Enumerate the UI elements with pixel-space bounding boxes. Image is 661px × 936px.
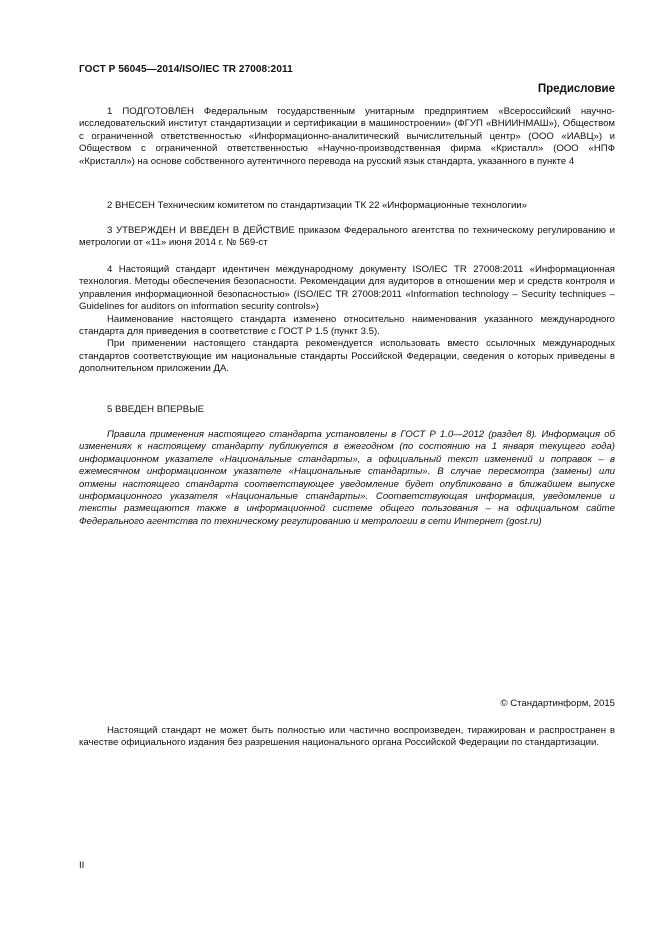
section-introduced xyxy=(79,200,615,212)
document-code-header: ГОСТ Р 56045—2014/ISO/IEC TR 27008:2011 xyxy=(79,64,293,75)
page-number: II xyxy=(79,860,85,871)
copyright-line: © Стандартинформ, 2015 xyxy=(500,698,615,709)
paragraph-reproduction: Настоящий стандарт не может быть полностью или частично воспроизведен, тиражирован и распространен в качестве официального издания без разрешения национального органа Российской Федерации по стандартизации. xyxy=(79,725,615,749)
paragraph-introduced: 2 ВНЕСЕН Техническим комитетом по стандартизации ТК 22 «Информационные технологии» xyxy=(107,200,527,211)
section-notice xyxy=(79,429,615,528)
section-first-introduced xyxy=(79,404,615,416)
paragraph-approved: 3 УТВЕРЖДЕН И ВВЕДЕН В ДЕЙСТВИЕ приказом Федерального агентства по техническому регулированию и метрологии от «11» июня 2014 г. № 569-ст xyxy=(79,225,615,249)
paragraph-prepared: 1 ПОДГОТОВЛЕН Федеральным государственным унитарным предприятием «Всероссийский научно-исследовательский институт стандартизации и сертификации в машиностроении» (ФГУП «ВНИИНМАШ»), Обществом с ограниченной ответственностью «Информационно-аналитический вычислительный центр» (ООО «ИАВЦ») и Обществом с ограниченной ответственностью «Научно-производственная фирма «Кристалл» (ООО «НПФ «Кристалл») на основе собственного аутентичного перевода на русский язык стандарта, указанного в пункте 4 xyxy=(79,106,615,167)
paragraph-identical: 4 Настоящий стандарт идентичен международному документу ISO/IEC TR 27008:2011 «Информационная технология. Методы обеспечения безопасности. Рекомендации для аудиторов в отношении мер и средств контроля и управления информационной безопасностью» (ISO/IEC TR 27008:2011 «Information technology – Security techniques – Guidelines for auditors on information security controls») xyxy=(79,264,615,313)
section-prepared xyxy=(79,106,615,168)
section-reproduction xyxy=(79,725,615,750)
paragraph-notice: Правила применения настоящего стандарта установлены в ГОСТ Р 1.0—2012 (раздел 8). Информация об изменениях к настоящему стандарту публикуется в ежегодном (по состоянию на 1 января текущего года) информационном указателе «Национальные стандарты», а официальный текст изменений и поправок – в ежемесячном информационном указателе «Национальные стандарты». В случае пересмотра (замены) или отмены настоящего стандарта соответствующее уведомление будет опубликовано в ближайшем выпуске информационного указателя «Национальные стандарты». Соответствующая информация, уведомление и тексты размещаются также в информационной системе общего пользования – на официальном сайте Федерального агентства по техническому регулированию и метрологии в сети Интернет (gost.ru) xyxy=(79,429,615,527)
paragraph-name-change: Наименование настоящего стандарта изменено относительно наименования указанного международного стандарта для приведения в соответствие с ГОСТ Р 1.5 (пункт 3.5). xyxy=(79,313,615,338)
paragraph-references: При применении настоящего стандарта рекомендуется использовать вместо ссылочных международных стандартов соответствующие им национальные стандарты Российской Федерации, сведения о которых приведены в дополнительном приложении ДА. xyxy=(79,338,615,375)
section-approved xyxy=(79,225,615,250)
paragraph-first-introduced: 5 ВВЕДЕН ВПЕРВЫЕ xyxy=(107,404,205,415)
page-title: Предисловие xyxy=(537,83,615,95)
section-identical xyxy=(79,264,615,376)
